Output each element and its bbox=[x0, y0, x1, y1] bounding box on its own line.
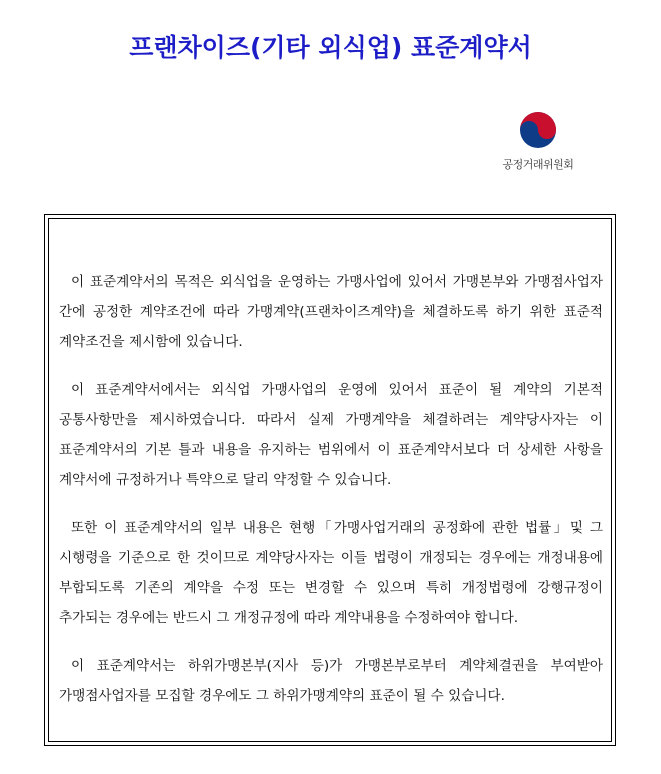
notice-paragraph-4: 이 표준계약서는 하위가맹본부(지사 등)가 가맹본부로부터 계약체결권을 부여받아 가맹점사업자를 모집할 경우에도 그 하위가맹계약의 표준이 될 수 있습니다. bbox=[59, 658, 603, 704]
notice-box-inner-border bbox=[48, 218, 612, 742]
logo-label: 공정거래위원회 bbox=[502, 158, 574, 171]
notice-paragraph-2: 이 표준계약서에서는 외식업 가맹사업의 운영에 있어서 표준이 될 계약의 기본적 공통사항만을 제시하였습니다. 따라서 실제 가맹계약을 체결하려는 계약당사자는 이 표준계약서의 기본 틀과 내용을 유지하는 범위에서 이 표준계약서보다 더 상세한 사항을 계약서에 규정하거나 특약으로 달리 약정할 수 있습니다. bbox=[59, 382, 603, 488]
notice-paragraph-3: 또한 이 표준계약서의 일부 내용은 현행「가맹사업거래의 공정화에 관한 법률」및 그 시행령을 기준으로 한 것이므로 계약당사자는 이들 법령이 개정되는 경우에는 개정내용에 부합되도록 기존의 계약을 수정 또는 변경할 수 있으며 특히 개정법령에 강행규정이 추가되는 경우에는 반드시 그 개정규정에 따라 계약내용을 수정하여야 합니다. bbox=[59, 520, 603, 626]
notice-paragraph-1: 이 표준계약서의 목적은 외식업을 운영하는 가맹사업에 있어서 가맹본부와 가맹점사업자 간에 공정한 계약조건에 따라 가맹계약(프랜차이즈계약)을 체결하도록 하기 위한 표준적 계약조건을 제시함에 있습니다. bbox=[59, 274, 603, 350]
notice-content bbox=[59, 267, 603, 729]
notice-box bbox=[44, 214, 616, 746]
document-title: 프랜차이즈(기타 외식업) 표준계약서 bbox=[129, 33, 532, 62]
taegeuk-emblem-icon bbox=[518, 110, 558, 150]
ftc-logo bbox=[488, 110, 588, 172]
